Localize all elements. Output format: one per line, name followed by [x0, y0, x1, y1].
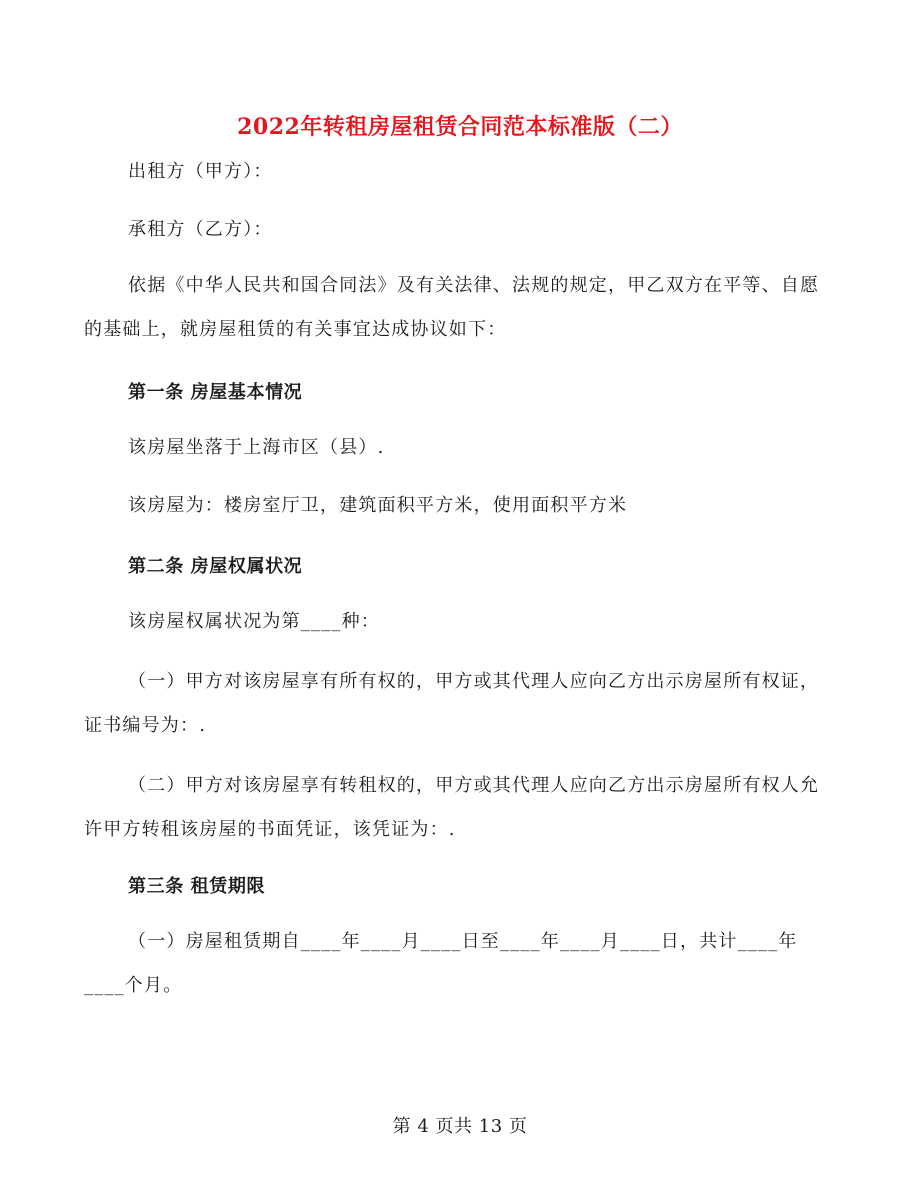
- lessor-line: 出租方（甲方）：: [128, 161, 273, 182]
- article-2-ownership: （一）甲方对该房屋享有所有权的，甲方或其代理人应向乙方出示房屋所有权证，证书编号为：.: [84, 671, 820, 736]
- article-2-heading: 第二条 房屋权属状况: [128, 556, 303, 577]
- article-1-area: 该房屋为：楼房室厅卫，建筑面积平方米，使用面积平方米: [128, 495, 628, 516]
- article-3-heading: 第三条 租赁期限: [128, 876, 266, 897]
- intro-paragraph: 依据《中华人民共和国合同法》及有关法律、法规的规定，甲乙双方在平等、自愿的基础上，就房屋租赁的有关事宜达成协议如下：: [84, 275, 820, 340]
- article-1-heading: 第一条 房屋基本情况: [128, 382, 303, 403]
- article-2-sublease: （二）甲方对该房屋享有转租权的，甲方或其代理人应向乙方出示房屋所有权人允许甲方转租该房屋的书面凭证，该凭证为：.: [84, 775, 820, 840]
- article-1-location: 该房屋坐落于上海市区（县）.: [128, 437, 385, 458]
- document-title: 2022年转租房屋租赁合同范本标准版（二）: [237, 114, 683, 140]
- article-3-term: （一）房屋租赁期自____年____月____日至____年____月____日，共计____年____个月。: [84, 931, 798, 996]
- lessee-line: 承租方（乙方）：: [128, 219, 273, 240]
- page-number: 第 4 页共 13 页: [392, 1116, 528, 1137]
- article-2-status: 该房屋权属状况为第____种：: [128, 611, 380, 632]
